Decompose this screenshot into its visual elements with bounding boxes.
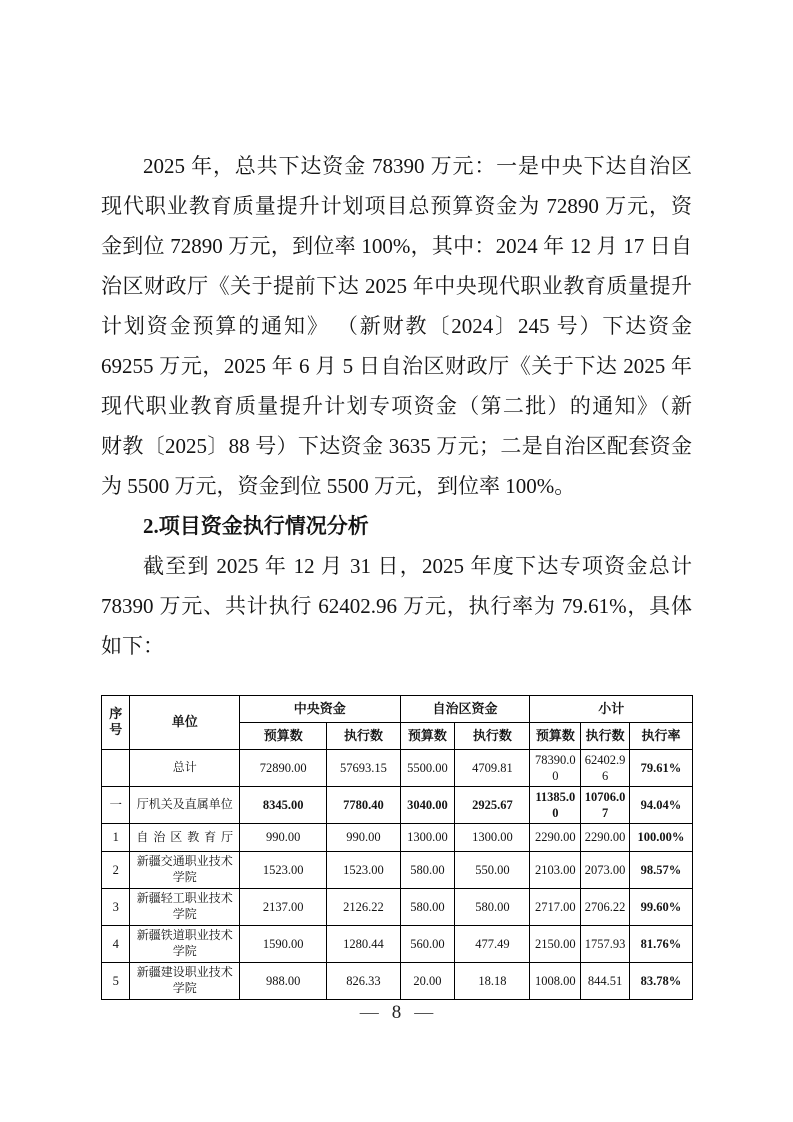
table-cell-c_budget: 72890.00 bbox=[240, 750, 327, 787]
table-cell-serial: 5 bbox=[102, 963, 130, 1000]
table-cell-r_budget: 5500.00 bbox=[400, 750, 455, 787]
table-row bbox=[102, 852, 693, 889]
header-cell-subtotal-exec: 执行数 bbox=[581, 723, 630, 750]
section-heading: 2.项目资金执行情况分析 bbox=[143, 514, 369, 538]
footer-left-dash: — bbox=[359, 1002, 379, 1023]
page-content bbox=[101, 146, 692, 1000]
table-row bbox=[102, 889, 693, 926]
table-cell-r_budget: 3040.00 bbox=[400, 787, 455, 824]
table-cell-rate: 79.61% bbox=[629, 750, 692, 787]
table-cell-c_exec: 1523.00 bbox=[327, 852, 400, 889]
text-line: 如下： bbox=[101, 634, 164, 658]
table-cell-serial: 1 bbox=[102, 824, 130, 852]
table-cell-c_exec: 7780.40 bbox=[327, 787, 400, 824]
budget-table-header bbox=[102, 696, 693, 750]
text-line: 现代职业教育质量提升计划专项资金（第二批）的通知》（新 bbox=[101, 394, 692, 418]
table-cell-s_budget: 11385.00 bbox=[530, 787, 581, 824]
text-line: 69255 万元，2025 年 6 月 5 日自治区财政厅《关于下达 2025 年 bbox=[101, 354, 692, 378]
text-line: 2025 年，总共下达资金 78390 万元：一是中央下达自治区 bbox=[143, 154, 692, 178]
table-cell-r_exec: 1300.00 bbox=[455, 824, 530, 852]
table-cell-s_budget: 1008.00 bbox=[530, 963, 581, 1000]
table-cell-serial: 一 bbox=[102, 787, 130, 824]
table-cell-serial bbox=[102, 750, 130, 787]
table-row bbox=[102, 787, 693, 824]
table-cell-r_budget: 20.00 bbox=[400, 963, 455, 1000]
table-cell-rate: 83.78% bbox=[629, 963, 692, 1000]
footer-right-dash: — bbox=[414, 1002, 434, 1023]
table-cell-c_budget: 988.00 bbox=[240, 963, 327, 1000]
text-line: 现代职业教育质量提升计划项目总预算资金为 72890 万元，资 bbox=[101, 194, 692, 218]
table-cell-r_exec: 550.00 bbox=[455, 852, 530, 889]
table-cell-s_exec: 10706.07 bbox=[581, 787, 630, 824]
table-cell-s_budget: 2717.00 bbox=[530, 889, 581, 926]
table-cell-s_budget: 2150.00 bbox=[530, 926, 581, 963]
budget-table bbox=[101, 695, 693, 1000]
table-cell-rate: 94.04% bbox=[629, 787, 692, 824]
header-cell-central-budget: 预算数 bbox=[240, 723, 327, 750]
header-row-groups bbox=[102, 696, 693, 723]
header-cell-region-exec: 执行数 bbox=[455, 723, 530, 750]
table-cell-r_budget: 560.00 bbox=[400, 926, 455, 963]
table-cell-unit: 新疆轻工职业技术学院 bbox=[130, 889, 240, 926]
text-line: 金到位 72890 万元，到位率 100%，其中：2024 年 12 月 17 日自 bbox=[101, 234, 692, 258]
table-cell-s_budget: 2103.00 bbox=[530, 852, 581, 889]
table-cell-c_budget: 1523.00 bbox=[240, 852, 327, 889]
header-cell-exec-rate: 执行率 bbox=[629, 723, 692, 750]
table-cell-serial: 2 bbox=[102, 852, 130, 889]
table-cell-r_exec: 477.49 bbox=[455, 926, 530, 963]
table-cell-unit: 厅机关及直属单位 bbox=[130, 787, 240, 824]
table-cell-unit: 新疆铁道职业技术学院 bbox=[130, 926, 240, 963]
table-cell-serial: 3 bbox=[102, 889, 130, 926]
table-cell-r_exec: 2925.67 bbox=[455, 787, 530, 824]
table-cell-c_budget: 2137.00 bbox=[240, 889, 327, 926]
table-cell-c_exec: 2126.22 bbox=[327, 889, 400, 926]
table-cell-unit: 新疆交通职业技术学院 bbox=[130, 852, 240, 889]
page-footer bbox=[0, 1002, 793, 1024]
table-cell-r_exec: 4709.81 bbox=[455, 750, 530, 787]
page-number: 8 bbox=[391, 1002, 402, 1023]
table-cell-c_exec: 1280.44 bbox=[327, 926, 400, 963]
table-cell-c_budget: 8345.00 bbox=[240, 787, 327, 824]
table-cell-rate: 81.76% bbox=[629, 926, 692, 963]
table-cell-s_budget: 78390.00 bbox=[530, 750, 581, 787]
table-cell-r_budget: 580.00 bbox=[400, 889, 455, 926]
header-cell-region-funds: 自治区资金 bbox=[400, 696, 530, 723]
table-cell-s_exec: 1757.93 bbox=[581, 926, 630, 963]
table-cell-unit: 新疆建设职业技术学院 bbox=[130, 963, 240, 1000]
table-cell-s_exec: 2290.00 bbox=[581, 824, 630, 852]
table-cell-c_exec: 57693.15 bbox=[327, 750, 400, 787]
table-cell-r_exec: 18.18 bbox=[455, 963, 530, 1000]
table-cell-s_exec: 2706.22 bbox=[581, 889, 630, 926]
header-cell-central-funds: 中央资金 bbox=[240, 696, 400, 723]
table-cell-r_budget: 580.00 bbox=[400, 852, 455, 889]
header-cell-region-budget: 预算数 bbox=[400, 723, 455, 750]
serial-header-label: 序号 bbox=[109, 705, 123, 738]
header-cell-serial bbox=[102, 696, 130, 750]
budget-table-body bbox=[102, 750, 693, 1000]
table-cell-rate: 98.57% bbox=[629, 852, 692, 889]
table-cell-s_exec: 62402.96 bbox=[581, 750, 630, 787]
table-cell-rate: 99.60% bbox=[629, 889, 692, 926]
table-cell-unit: 自治区教育厅 bbox=[130, 824, 240, 852]
table-cell-c_budget: 1590.00 bbox=[240, 926, 327, 963]
table-cell-r_budget: 1300.00 bbox=[400, 824, 455, 852]
table-row bbox=[102, 963, 693, 1000]
paragraph-funding-overview bbox=[101, 146, 692, 506]
table-cell-rate: 100.00% bbox=[629, 824, 692, 852]
table-row bbox=[102, 824, 693, 852]
header-cell-central-exec: 执行数 bbox=[327, 723, 400, 750]
table-cell-s_budget: 2290.00 bbox=[530, 824, 581, 852]
table-cell-r_exec: 580.00 bbox=[455, 889, 530, 926]
header-cell-unit: 单位 bbox=[130, 696, 240, 750]
text-line: 计划资金预算的通知》 （新财教〔2024〕245 号）下达资金 bbox=[101, 314, 692, 338]
table-cell-unit: 总计 bbox=[130, 750, 240, 787]
table-row bbox=[102, 926, 693, 963]
text-line: 78390 万元、共计执行 62402.96 万元，执行率为 79.61%，具体 bbox=[101, 594, 692, 618]
header-cell-subtotal-budget: 预算数 bbox=[530, 723, 581, 750]
table-cell-s_exec: 2073.00 bbox=[581, 852, 630, 889]
table-cell-s_exec: 844.51 bbox=[581, 963, 630, 1000]
header-cell-subtotal: 小计 bbox=[530, 696, 693, 723]
text-line: 为 5500 万元，资金到位 5500 万元，到位率 100%。 bbox=[101, 474, 576, 498]
table-cell-serial: 4 bbox=[102, 926, 130, 963]
table-row bbox=[102, 750, 693, 787]
table-cell-c_budget: 990.00 bbox=[240, 824, 327, 852]
table-cell-c_exec: 826.33 bbox=[327, 963, 400, 1000]
table-cell-c_exec: 990.00 bbox=[327, 824, 400, 852]
text-line: 治区财政厅《关于提前下达 2025 年中央现代职业教育质量提升 bbox=[101, 274, 692, 298]
text-line: 截至到 2025 年 12 月 31 日，2025 年度下达专项资金总计 bbox=[143, 554, 692, 578]
text-line: 财教〔2025〕88 号）下达资金 3635 万元；二是自治区配套资金 bbox=[101, 434, 692, 458]
paragraph-execution-summary bbox=[101, 546, 692, 666]
